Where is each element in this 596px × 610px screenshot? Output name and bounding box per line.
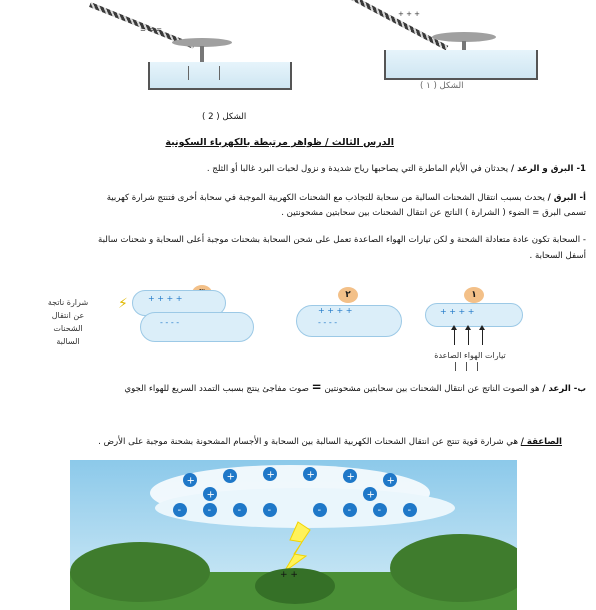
rod-charges-left: = = = <box>140 26 163 34</box>
heading-lightning: أ- البرق / <box>547 193 586 203</box>
lightning-strike-illustration <box>70 460 517 610</box>
minus-charge <box>403 503 417 517</box>
paragraph-thunder <box>124 381 586 396</box>
svg-text:-: - <box>407 505 412 516</box>
paragraph-lightning-thunder <box>207 163 586 176</box>
minus-charge <box>173 503 187 517</box>
spark-note-2: عن انتقال <box>51 311 85 320</box>
paragraph-lightning-line2: تسمى البرق = الضوء ( الشرارة ) الناتج عن انتقال الشحنات بين سحابتين مشحونتين . <box>281 208 586 218</box>
svg-text:-: - <box>317 505 322 516</box>
electroscope-leaves-left <box>188 66 220 80</box>
charged-rod-right <box>349 0 448 50</box>
plus-charge <box>343 469 357 483</box>
updraft-arrow-3 <box>482 329 483 345</box>
spark-note-1: شرارة ناتجة <box>47 298 89 307</box>
svg-text:-: - <box>347 505 352 516</box>
minus-charge <box>203 503 217 517</box>
step-2-badge: ٢ <box>338 287 358 303</box>
step-2-minus: - - - - <box>318 318 338 327</box>
text-lightning-1: يحدث بسبب انتقال الشحنات السالبة من سحابة للتجاذب مع الشحنات الكهربية الموجبة في سحابة أخرى فتنتج شرارة كهربية <box>106 193 545 203</box>
ground-plus-charges: + + <box>280 570 298 580</box>
step-3-plus: + + + + <box>148 294 183 303</box>
lesson-title: الدرس الثالث / ظواهر مرتبطة بالكهرباء السكونية <box>165 137 394 148</box>
step-2-plus: + + + + <box>318 306 353 315</box>
updraft-arrow-1 <box>454 329 455 345</box>
heading-lightning-thunder: 1- البرق و الرعد / <box>510 164 586 174</box>
svg-text:-: - <box>377 505 382 516</box>
minus-charge <box>313 503 327 517</box>
spark-note-3: الشحنات <box>53 324 83 333</box>
text-lightning-strike: هي شرارة قوية تنتج عن انتقال الشحنات الكهربية السالبة بين السحابة و الأجسام المشحونة بشحنة موجبة على الأرض . <box>98 437 518 447</box>
svg-text:+: + <box>186 475 195 487</box>
text-thunder-a: هو الصوت الناتج عن انتقال الشحنات بين سحابتين مشحونتين <box>324 384 540 394</box>
updraft-arrow-2 <box>468 329 469 345</box>
lightning-scene <box>70 460 517 610</box>
svg-text:+: + <box>366 489 375 501</box>
svg-text:+: + <box>226 471 235 483</box>
minus-charge <box>373 503 387 517</box>
svg-text:+: + <box>306 469 315 481</box>
updraft-label: تيارات الهواء الصاعدة <box>434 351 506 360</box>
svg-text:-: - <box>267 505 272 516</box>
heading-thunder: ب- الرعد / <box>542 384 586 394</box>
plus-charge <box>363 487 377 501</box>
plus-charge <box>203 487 217 501</box>
paragraph-lightning-line1 <box>107 192 586 205</box>
figure-2-caption: الشكل ( 2 ) <box>202 112 247 122</box>
minus-charge <box>343 503 357 517</box>
plus-charge <box>383 473 397 487</box>
step-3-spark-icon: ⚡ <box>118 296 128 312</box>
step-3-cloud-lower <box>140 312 254 342</box>
electroscope-jar-left <box>148 62 292 90</box>
text-thunder-b: صوت مفاجئ ينتج بسبب التمدد السريع للهواء الجوي <box>124 384 309 394</box>
figure-1-caption: الشكل ( ١ ) <box>420 81 464 91</box>
step-1-badge: ١ <box>464 287 484 303</box>
spark-note-4: السالبة <box>56 337 80 346</box>
svg-text:+: + <box>346 471 355 483</box>
svg-text:-: - <box>237 505 242 516</box>
tree-left <box>70 542 210 602</box>
step-3-minus: - - - - <box>160 318 180 327</box>
heading-lightning-strike: الصاعقة / <box>520 437 562 447</box>
svg-text:-: - <box>177 505 182 516</box>
plus-charge <box>263 467 277 481</box>
plus-charge <box>183 473 197 487</box>
step-1-charges: + + + + <box>440 307 475 316</box>
svg-text:+: + <box>206 489 215 501</box>
rod-charges-right: + + + <box>398 10 421 18</box>
electroscope-jar-right <box>384 50 538 80</box>
minus-charge <box>233 503 247 517</box>
svg-text:+: + <box>386 475 395 487</box>
text-lightning-thunder: يحدثان في الأيام الماطرة التي يصاحبها رياح شديدة و نزول لحبات البرد غالبا أو الثلج . <box>206 164 509 174</box>
plus-charge <box>223 469 237 483</box>
svg-text:+: + <box>266 469 275 481</box>
paragraph-cloud-charge-line1: - السحابة تكون عادة متعادلة الشحنة و لكن تيارات الهواء الصاعدة تعمل على شحن السحابة بشحنات موجبة أعلى السحابة و شحنات سالبة <box>98 235 586 245</box>
updraft-arrows-small: ||| <box>454 362 488 372</box>
svg-text:-: - <box>207 505 212 516</box>
paragraph-cloud-charge-line2: أسفل السحابة . <box>529 251 586 261</box>
minus-charge <box>263 503 277 517</box>
paragraph-lightning-strike <box>98 436 562 449</box>
plus-charge <box>303 467 317 481</box>
equals-sign: = <box>311 380 322 394</box>
